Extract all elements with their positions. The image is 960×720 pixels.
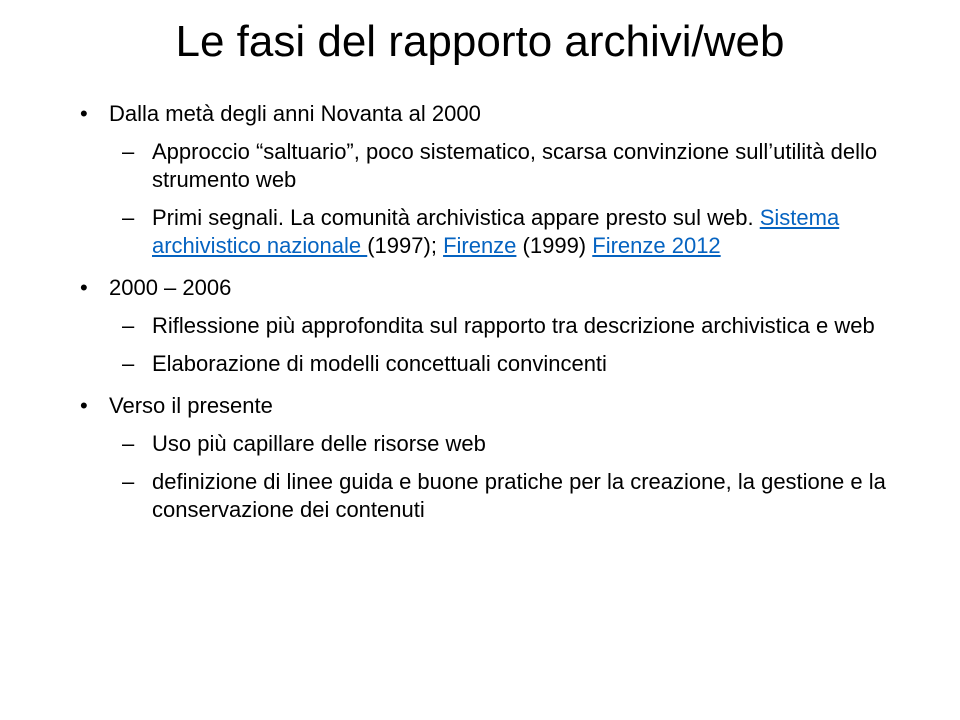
sub-item-text: Primi segnali. La comunità archivistica appare presto sul web. xyxy=(152,205,760,230)
link-sistema-archivistico-nazionale[interactable]: Sistema archivistico nazionale xyxy=(152,205,840,258)
sub-item-text: (1999) xyxy=(516,233,593,258)
link-firenze-2012[interactable]: Firenze 2012 xyxy=(592,233,721,258)
sub-item-text: Approccio “saltuario”, poco sistematico, scarsa convinzione sull’utilità dello strumento web xyxy=(152,139,878,192)
sub-item-approach xyxy=(80,138,910,194)
sub-item-web-resources xyxy=(80,430,910,458)
bullet-marker: • xyxy=(80,393,88,418)
sub-item-text: (1997); xyxy=(367,233,444,258)
bullet-marker: • xyxy=(80,275,88,300)
dash-marker: – xyxy=(122,469,135,494)
bullet-item-2000-2006 xyxy=(80,274,910,302)
sub-item-text: Elaborazione di modelli concettuali convincenti xyxy=(152,351,607,376)
sub-item-text: Uso più capillare delle risorse web xyxy=(152,431,486,456)
bullet-heading: Verso il presente xyxy=(109,393,273,418)
bullet-heading: 2000 – 2006 xyxy=(109,275,232,300)
dash-marker: – xyxy=(122,351,135,376)
sub-item-reflection xyxy=(80,312,910,340)
sub-item-text: definizione di linee guida e buone pratiche per la creazione, la gestione e la conservazione dei contenuti xyxy=(152,469,886,522)
sub-item-guidelines xyxy=(80,468,910,524)
sub-item-models xyxy=(80,350,910,378)
bullet-heading: Dalla metà degli anni Novanta al 2000 xyxy=(109,101,481,126)
slide-title: Le fasi del rapporto archivi/web xyxy=(175,17,785,66)
dash-marker: – xyxy=(122,205,135,230)
bullet-item-present xyxy=(80,392,910,420)
link-firenze-1999[interactable]: Firenze xyxy=(443,233,517,258)
dash-marker: – xyxy=(122,139,135,164)
sub-item-text: Riflessione più approfondita sul rapporto tra descrizione archivistica e web xyxy=(152,313,875,338)
bullet-item-1990s xyxy=(80,100,910,128)
bullet-marker: • xyxy=(80,101,88,126)
dash-marker: – xyxy=(122,431,135,456)
slide-content xyxy=(80,100,910,534)
sub-item-first-signals xyxy=(80,204,910,260)
dash-marker: – xyxy=(122,313,135,338)
